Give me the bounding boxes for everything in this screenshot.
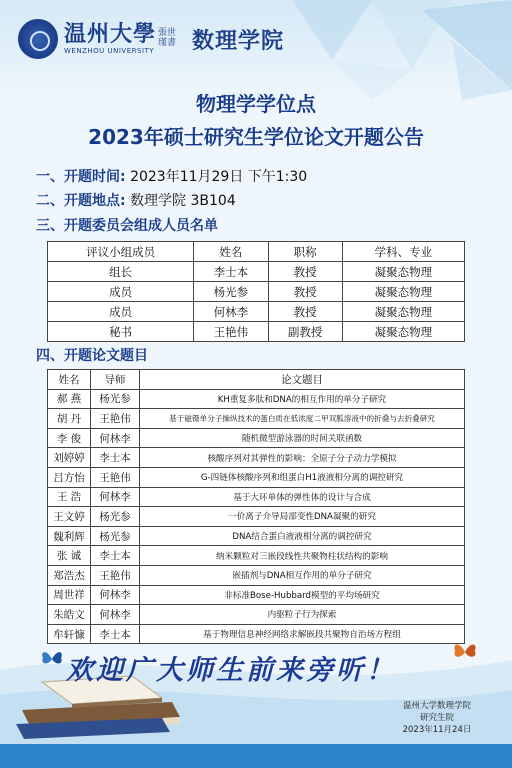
- table-header-cell: 评议小组成员: [48, 242, 194, 262]
- place-label: 二、开题地点:: [36, 193, 126, 209]
- thesis-title: 基于磁镊单分子操纵技术的蛋白质在低浓度二甲双胍溶液中的折叠与去折叠研究: [140, 409, 465, 429]
- advisor-name: 李士本: [91, 546, 140, 566]
- table-row: [48, 605, 465, 625]
- committee-header-row: [48, 242, 465, 262]
- table-row: [48, 546, 465, 566]
- committee-table: [47, 241, 465, 342]
- table-header-cell: 导师: [91, 370, 140, 390]
- thesis-title: 内驱粒子行为探索: [140, 605, 465, 625]
- student-name: 魏利辉: [48, 526, 91, 546]
- student-name: 胡 丹: [48, 409, 91, 429]
- table-row: [48, 302, 465, 322]
- footer-date: 2023年11月24日: [402, 725, 472, 735]
- footer-signature: [382, 700, 492, 736]
- table-row: [48, 282, 465, 302]
- table-cell: 教授: [268, 302, 342, 322]
- university-name-en: WENZHOU UNIVERSITY: [64, 47, 155, 55]
- table-row: [48, 322, 465, 342]
- table-cell: 教授: [268, 282, 342, 302]
- table-header-cell: 姓名: [194, 242, 268, 262]
- table-row: [48, 448, 465, 468]
- table-row: [48, 428, 465, 448]
- table-header-cell: 姓名: [48, 370, 91, 390]
- time-value: 2023年11月29日 下午1:30: [130, 169, 308, 185]
- committee-heading: 三、开题委员会组成人员名单: [36, 218, 218, 234]
- thesis-title: 一价离子介导局部变性DNA凝聚的研究: [140, 507, 465, 527]
- table-header-cell: 学科、专业: [342, 242, 464, 262]
- table-cell: 凝聚态物理: [342, 302, 464, 322]
- table-cell: 杨光参: [194, 282, 268, 302]
- thesis-title: 纳米颗粒对三嵌段线性共聚物柱状结构的影响: [140, 546, 465, 566]
- advisor-name: 王艳伟: [91, 565, 140, 585]
- table-row: [48, 565, 465, 585]
- table-row: [48, 487, 465, 507]
- info-place: [36, 190, 236, 210]
- table-cell: 教授: [268, 262, 342, 282]
- table-row: [48, 409, 465, 429]
- table-cell: 秘书: [48, 322, 194, 342]
- advisor-name: 杨光参: [91, 389, 140, 409]
- advisor-name: 杨光参: [91, 507, 140, 527]
- advisor-name: 何林李: [91, 605, 140, 625]
- table-cell: 成员: [48, 282, 194, 302]
- table-header-cell: 职称: [268, 242, 342, 262]
- school-name: 数理学院: [192, 28, 285, 54]
- header: [18, 14, 284, 64]
- student-name: 王 浩: [48, 487, 91, 507]
- university-logo: [64, 23, 156, 55]
- table-cell: 李士本: [194, 262, 268, 282]
- butterfly-icon: [452, 640, 478, 664]
- table-row: [48, 585, 465, 605]
- student-name: 吕方怡: [48, 467, 91, 487]
- table-header-cell: 论文题目: [140, 370, 465, 390]
- thesis-title: DNA结合蛋白液液相分离的调控研究: [140, 526, 465, 546]
- advisor-name: 何林李: [91, 428, 140, 448]
- footer-org: 温州大学数理学院: [402, 701, 471, 711]
- bottom-bar: [0, 744, 512, 768]
- student-name: 郝 燕: [48, 389, 91, 409]
- table-cell: 王艳伟: [194, 322, 268, 342]
- time-label: 一、开题时间:: [36, 169, 126, 185]
- thesis-title: KH重复多肽和DNA的相互作用的单分子研究: [140, 389, 465, 409]
- info-time: [36, 166, 307, 186]
- table-cell: 成员: [48, 302, 194, 322]
- advisor-name: 何林李: [91, 585, 140, 605]
- table-cell: 凝聚态物理: [342, 282, 464, 302]
- calligraphy-stamp: 張世瑾書: [158, 28, 177, 48]
- advisor-name: 何林李: [91, 487, 140, 507]
- title-degree-program: 物理学学位点: [196, 92, 316, 116]
- thesis-title: 基于物理信息神经网络求解嵌段共聚物自治场方程组: [140, 624, 465, 644]
- table-row: [48, 262, 465, 282]
- student-name: 朱皓文: [48, 605, 91, 625]
- table-row: [48, 389, 465, 409]
- topics-table: [47, 369, 465, 644]
- butterfly-icon: [40, 648, 64, 670]
- topics-header-row: [48, 370, 465, 390]
- advisor-name: 杨光参: [91, 526, 140, 546]
- table-row: [48, 467, 465, 487]
- thesis-title: G-四链体核酸序列和组蛋白H1液液相分离的调控研究: [140, 467, 465, 487]
- student-name: 张 诚: [48, 546, 91, 566]
- welcome-message: 欢迎广大师生前来旁听！: [66, 655, 396, 686]
- table-row: [48, 526, 465, 546]
- table-row: [48, 507, 465, 527]
- place-value: 数理学院 3B104: [130, 193, 236, 209]
- thesis-title: 非标准Bose-Hubbard模型的平均场研究: [140, 585, 465, 605]
- student-name: 刘婷婷: [48, 448, 91, 468]
- university-seal-icon: [18, 19, 58, 59]
- university-name-cn: 温州大學: [64, 21, 157, 47]
- footer-dept: 研究生院: [419, 713, 454, 723]
- table-cell: 凝聚态物理: [342, 322, 464, 342]
- table-cell: 何林李: [194, 302, 268, 322]
- topics-heading: 四、开题论文题目: [36, 348, 148, 364]
- table-cell: 副教授: [268, 322, 342, 342]
- advisor-name: 王艳伟: [91, 409, 140, 429]
- thesis-title: 嵌插剂与DNA相互作用的单分子研究: [140, 565, 465, 585]
- thesis-title: 随机微型游泳器的时间关联函数: [140, 428, 465, 448]
- thesis-title: 基于大环单体的弹性体的设计与合成: [140, 487, 465, 507]
- student-name: 李 俊: [48, 428, 91, 448]
- advisor-name: 李士本: [91, 624, 140, 644]
- thesis-title: 核酸序列对其弹性的影响：全原子分子动力学模拟: [140, 448, 465, 468]
- student-name: 王文婷: [48, 507, 91, 527]
- table-cell: 凝聚态物理: [342, 262, 464, 282]
- advisor-name: 王艳伟: [91, 467, 140, 487]
- table-cell: 组长: [48, 262, 194, 282]
- student-name: 牟轩慷: [48, 624, 91, 644]
- student-name: 郑浩杰: [48, 565, 91, 585]
- student-name: 周世祥: [48, 585, 91, 605]
- geometric-pattern: [252, 0, 512, 100]
- advisor-name: 李士本: [91, 448, 140, 468]
- title-announcement: 2023年硕士研究生学位论文开题公告: [88, 125, 424, 149]
